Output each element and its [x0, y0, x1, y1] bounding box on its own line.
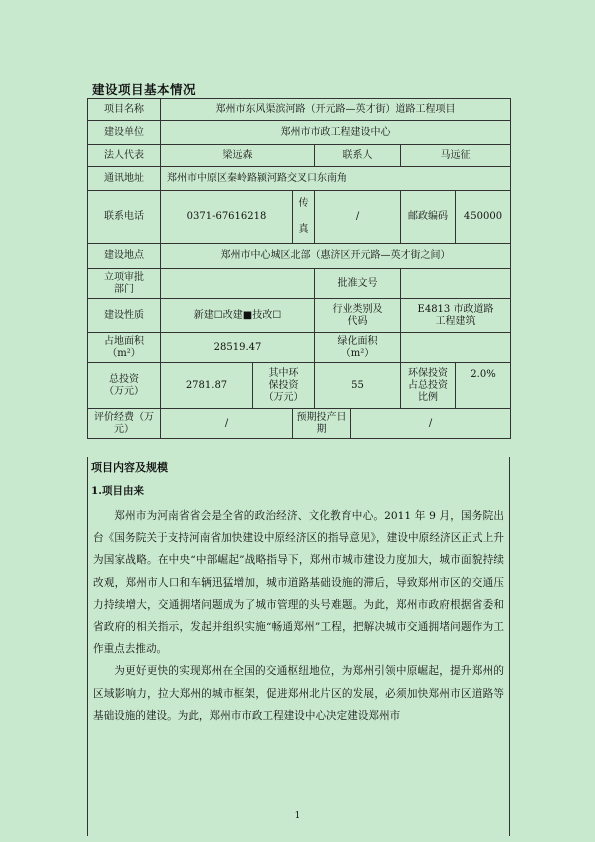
- green-area-label-line1: 绿化面积: [337, 335, 378, 347]
- industry-code-value-line2: 工程建筑: [435, 315, 476, 327]
- project-name-label: 项目名称: [88, 99, 161, 121]
- postcode-value: 450000: [456, 191, 511, 244]
- env-ratio-value: 2.0%: [456, 363, 511, 409]
- green-area-value: [401, 333, 511, 363]
- paragraph-1: 郑州市为河南省省会是全省的政治经济、文化教育中心。2011 年 9 月，国务院出台《国务院关于支持河南省加快建设中原经济区的指导意见》，建设中原经济区正式上升为国家战略。在中央“中部崛起”战略指导下，郑州市城市建设力度加大，城市面貌持续改观，郑州市人口和车辆迅猛增加，城市道路基础设施的滞后，导致郑州市区的交通压力持续增大，交通拥堵问题成为了城市管理的头号难题。为此，郑州市政府根据省委和省政府的相关指示，发起并组织实施“畅通郑州”工程，把解决城市交通拥堵问题作为工作重点去推动。: [93, 510, 504, 656]
- approval-dept-label: [88, 269, 161, 299]
- location-label: 建设地点: [88, 244, 161, 269]
- land-area-label-line1: 占地面积: [104, 335, 144, 347]
- env-ratio-label-line1: 环保投资: [408, 367, 448, 379]
- env-investment-value: 55: [315, 363, 401, 409]
- land-area-label: [88, 333, 161, 363]
- contact-label: 联系人: [315, 145, 401, 167]
- sub-title: 1.项目由来: [91, 485, 144, 497]
- postcode-label: 邮政编码: [401, 191, 456, 244]
- eval-fee-label-line2: 元）: [114, 423, 134, 435]
- fax-label-bottom: 真: [298, 224, 309, 235]
- land-area-label-line2: （m²）: [107, 347, 141, 359]
- section-title: 项目内容及规模: [91, 461, 168, 474]
- fax-value: /: [315, 191, 401, 244]
- paragraph-2: 为更好更快的实现郑州在全国的交通枢纽地位，为郑州引领中原崛起，提升郑州的区域影响力，拉大郑州的城市框架，促进郑州北片区的发展，必须加快郑州市区道路等基础设施的建设。为此，郑州市市政工程建设中心决定建设郑州市: [93, 665, 504, 722]
- production-date-value: /: [351, 409, 511, 439]
- legal-rep-value: 梁远森: [161, 145, 315, 167]
- eval-fee-label: [88, 409, 161, 439]
- builder-value: 郑州市市政工程建设中心: [161, 121, 511, 145]
- approval-dept-value: [161, 269, 315, 299]
- legal-rep-label: 法人代表: [88, 145, 161, 167]
- project-info-table: [87, 98, 511, 439]
- page-title: 建设项目基本情况: [92, 82, 197, 97]
- approval-number-value: [401, 269, 511, 299]
- green-area-label: [315, 333, 401, 363]
- industry-code-label: [315, 299, 401, 333]
- address-label: 通讯地址: [88, 167, 161, 191]
- phone-value: 0371-67616218: [161, 191, 293, 244]
- approval-number-label: 批准文号: [315, 269, 401, 299]
- env-ratio-label-line3: 比例: [418, 391, 438, 403]
- builder-label: 建设单位: [88, 121, 161, 145]
- construction-type-value: 新建☐改建■技改☐: [161, 299, 315, 333]
- total-investment-label-line1: 总投资: [109, 373, 139, 385]
- green-area-label-line2: （m²）: [340, 347, 375, 359]
- total-investment-value: 2781.87: [161, 363, 253, 409]
- industry-code-label-line2: 代码: [347, 315, 368, 327]
- project-content-section: [87, 457, 510, 836]
- approval-dept-label-line2: 部门: [114, 283, 134, 295]
- production-date-label-line1: 预期投产日: [296, 411, 347, 423]
- project-name-value: 郑州市东风渠滨河路（开元路—英才街）道路工程项目: [161, 99, 511, 121]
- eval-fee-label-line1: 评价经费（万: [94, 411, 154, 423]
- phone-label: 联系电话: [88, 191, 161, 244]
- env-investment-label-line3: （万元）: [263, 391, 304, 403]
- contact-value: 马远征: [401, 145, 511, 167]
- construction-type-label: 建设性质: [88, 299, 161, 333]
- page-number: 1: [294, 811, 301, 821]
- industry-code-value: [401, 299, 511, 333]
- env-investment-label-line2: 保投资: [268, 379, 299, 391]
- address-value: 郑州市中原区秦岭路颍河路交叉口东南角: [161, 167, 511, 191]
- industry-code-label-line1: 行业类别及: [332, 303, 383, 315]
- industry-code-value-line1: E4813 市政道路: [417, 303, 494, 315]
- fax-label-top: 传: [298, 198, 309, 209]
- env-investment-label-line1: 其中环: [268, 367, 299, 379]
- production-date-label: [293, 409, 351, 439]
- env-investment-label: [253, 363, 315, 409]
- total-investment-label: [88, 363, 161, 409]
- production-date-label-line2: 期: [316, 423, 327, 435]
- fax-label: [293, 191, 315, 244]
- eval-fee-value: /: [161, 409, 293, 439]
- land-area-value: 28519.47: [161, 333, 315, 363]
- approval-dept-label-line1: 立项审批: [104, 271, 144, 283]
- location-value: 郑州市中心城区北部（惠济区开元路—英才街之间）: [161, 244, 511, 269]
- env-ratio-label-line2: 占总投资: [408, 379, 448, 391]
- total-investment-label-line2: （万元）: [104, 385, 144, 397]
- env-ratio-label: [401, 363, 456, 409]
